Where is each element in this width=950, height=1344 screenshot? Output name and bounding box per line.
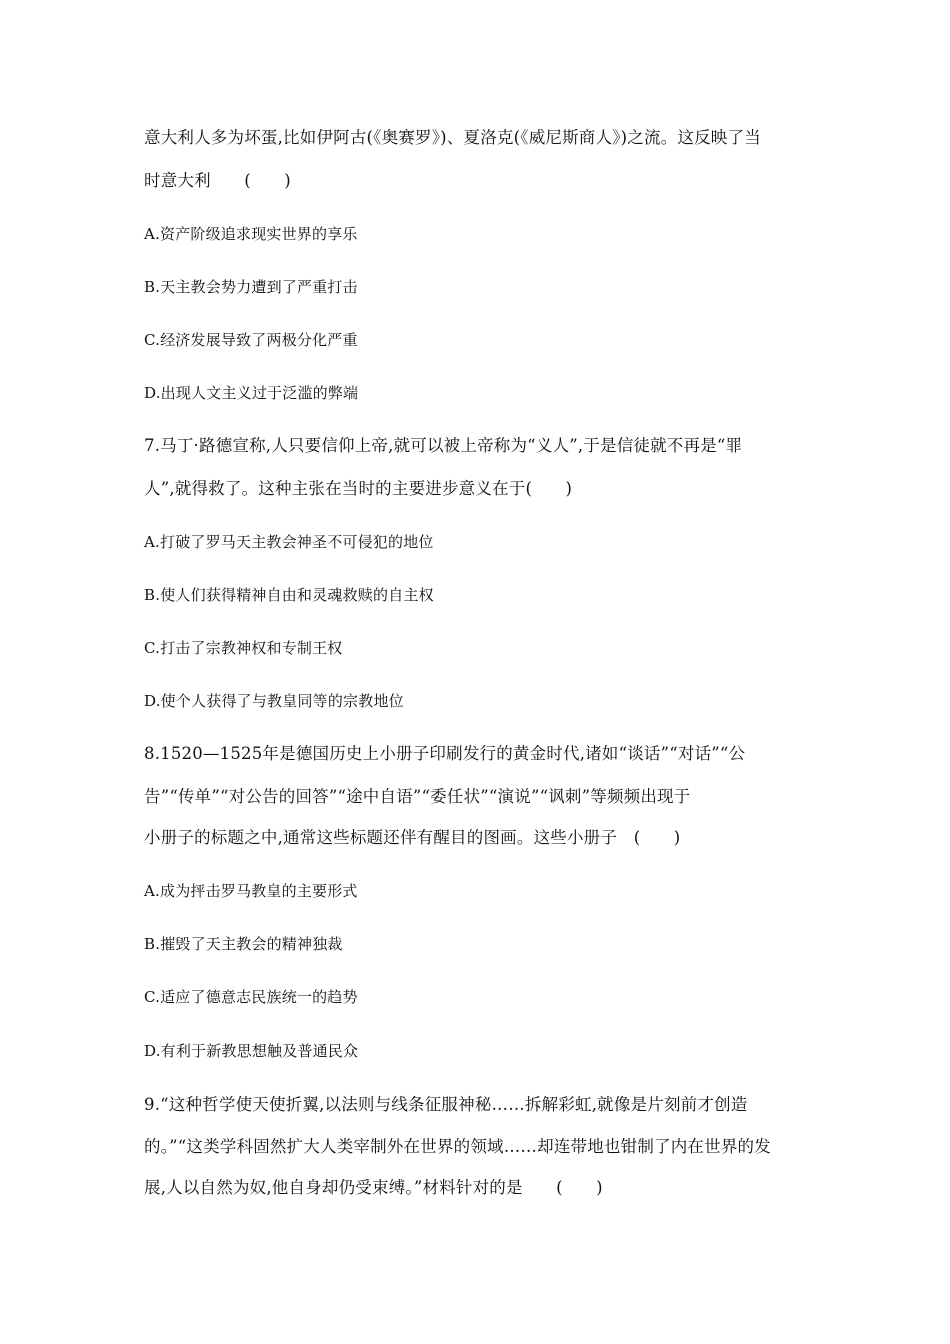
q8-stem-line-1: 8.1520—1525年是德国历史上小册子印刷发行的黄金时代,诸如“谈话”“对话”“公 <box>144 744 746 763</box>
q7-stem-line-1: 7.马丁·路德宣称,人只要信仰上帝,就可以被上帝称为“义人”,于是信徒就不再是“罪 <box>144 436 743 455</box>
q7-option-a: A.打破了罗马天主教会神圣不可侵犯的地位 <box>144 533 434 551</box>
q6-stem-line-1: 意大利人多为坏蛋,比如伊阿古(《奥赛罗》)、夏洛克(《威尼斯商人》)之流。这反映了当 <box>144 128 761 147</box>
q8-stem-line-3: 小册子的标题之中,通常这些标题还伴有醒目的图画。这些小册子 ( ) <box>144 828 681 847</box>
q6-option-c: C.经济发展导致了两极分化严重 <box>144 331 358 349</box>
q7-option-b: B.使人们获得精神自由和灵魂救赎的自主权 <box>144 586 434 604</box>
q6-option-a: A.资产阶级追求现实世界的享乐 <box>144 225 358 243</box>
q6-option-d: D.出现人文主义过于泛滥的弊端 <box>144 384 359 402</box>
q8-option-b: B.摧毁了天主教会的精神独裁 <box>144 935 343 953</box>
q6-stem-line-2: 时意大利 ( ) <box>144 171 291 190</box>
q8-option-c: C.适应了德意志民族统一的趋势 <box>144 988 358 1006</box>
q8-stem-line-2: 告”“传单”“对公告的回答”“途中自语”“委任状”“演说”“讽刺”等频频出现于 <box>144 787 691 806</box>
q7-stem-line-2: 人”,就得救了。这种主张在当时的主要进步意义在于( ) <box>144 479 573 498</box>
q9-stem-line-2: 的。”“这类学科固然扩大人类宰制外在世界的领域……却连带地也钳制了内在世界的发 <box>144 1137 771 1156</box>
q8-option-a: A.成为抨击罗马教皇的主要形式 <box>144 882 358 900</box>
q9-stem-line-1: 9.“这种哲学使天使折翼,以法则与线条征服神秘……拆解彩虹,就像是片刻前才创造 <box>144 1095 748 1114</box>
q8-option-d: D.有利于新教思想触及普通民众 <box>144 1042 359 1060</box>
q6-option-b: B.天主教会势力遭到了严重打击 <box>144 278 358 296</box>
q9-stem-line-3: 展,人以自然为奴,他自身却仍受束缚。”材料针对的是 ( ) <box>144 1178 603 1197</box>
q7-option-c: C.打击了宗教神权和专制王权 <box>144 639 343 657</box>
q7-option-d: D.使个人获得了与教皇同等的宗教地位 <box>144 692 404 710</box>
